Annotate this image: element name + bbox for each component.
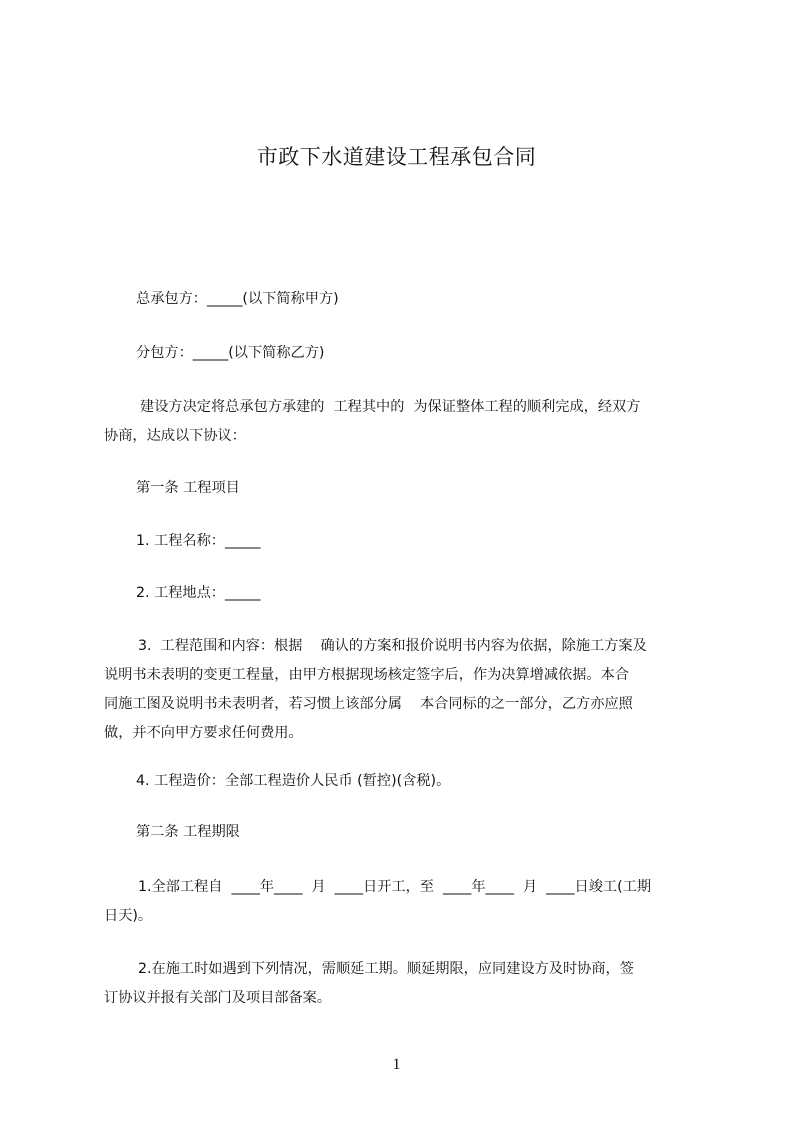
period-1-line-2: 日天)。	[104, 908, 153, 924]
item-3-line-3: 同施工图及说明书未表明者，若习惯上该部分属 本合同标的之一部分，乙方亦应照	[104, 696, 633, 712]
period-2-line-2: 订协议并报有关部门及项目部备案。	[104, 990, 332, 1006]
item-3-line-4: 做，并不向甲方要求任何费用。	[104, 725, 303, 741]
item-3-line-1: 3. 工程范围和内容：根据 确认的方案和报价说明书内容为依据，除施工方案及	[138, 638, 647, 654]
item-2-project-location: 2. 工程地点：_____	[136, 585, 261, 601]
period-1-paragraph	[104, 873, 712, 931]
item-1-project-name: 1. 工程名称：_____	[136, 533, 261, 549]
page-number: 1	[392, 1056, 401, 1073]
intro-line-1: 建设方决定将总承包方承建的 工程其中的 为保证整体工程的顺利完成，经双方	[140, 399, 641, 415]
period-2-paragraph	[104, 955, 712, 1013]
item-4-project-cost: 4. 工程造价：全部工程造价人民币 (暂控)(含税)。	[136, 773, 451, 789]
period-1-line-1: 1.全部工程自 ____年____ 月 ____日开工，至 ____年____ 月 ____日竣工(工期	[138, 879, 652, 895]
period-2-line-1: 2.在施工时如遇到下列情况，需顺延工期。顺延期限，应同建设方及时协商，签	[138, 961, 634, 977]
document-title: 市政下水道建设工程承包合同	[256, 145, 537, 169]
intro-line-2: 协商，达成以下协议：	[104, 428, 246, 444]
party-a-line: 总承包方：_____(以下简称甲方)	[136, 291, 339, 307]
article-2-heading: 第二条 工程期限	[136, 824, 240, 840]
item-3-line-2: 说明书未表明的变更工程量，由甲方根据现场核定签字后，作为决算增减依据。本合	[104, 667, 629, 683]
item-3-scope-paragraph	[104, 632, 712, 748]
party-b-line: 分包方：_____(以下简称乙方)	[136, 345, 325, 361]
article-1-heading: 第一条 工程项目	[136, 480, 240, 496]
intro-paragraph	[104, 393, 712, 451]
